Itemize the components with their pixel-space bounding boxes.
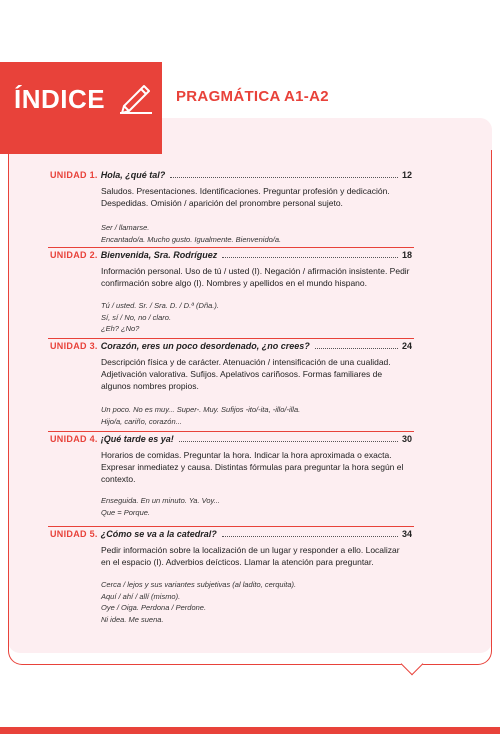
unit-examples — [101, 404, 411, 427]
unit-examples — [101, 495, 411, 518]
unit-separator — [48, 526, 414, 527]
unit-title: ¿Cómo se va a la catedral? — [100, 529, 217, 539]
dot-leader — [315, 347, 398, 349]
example-line: Un poco. No es muy... Super-. Muy. Sufijos -ito/-ita, -illo/-illa. — [101, 405, 301, 414]
dot-leader — [222, 256, 398, 258]
example-line: Sí, sí / No, no / claro. — [101, 312, 172, 322]
unit-description: Descripción física y de carácter. Atenuación / intensificación de una cualidad. Adjetivación valorativa. Sufijos. Apelativos cariñosos. Formas familiares de algunos nombres propios. — [101, 357, 391, 391]
unit-title: Corazón, eres un poco desordenado, ¿no crees? — [100, 341, 310, 351]
frame-notch — [401, 653, 424, 676]
page-subtitle: PRAGMÁTICA A1-A2 — [176, 88, 329, 105]
example-line: Ser / llamarse. — [101, 223, 150, 232]
unit-page-number: 34 — [401, 529, 412, 539]
unit-page-number: 30 — [401, 434, 412, 444]
unit-examples — [101, 222, 411, 245]
example-line: ¿Eh? ¿No? — [101, 324, 140, 333]
dot-leader — [179, 440, 398, 442]
unit-label: UNIDAD 3. — [50, 341, 98, 351]
unit-page-number: 12 — [401, 170, 412, 180]
example-line: Cerca / lejos y sus variantes subjetivas (al ladito, cerquita). — [101, 580, 297, 589]
unit-examples — [101, 300, 411, 335]
bottom-bar — [0, 727, 500, 734]
example-line: Aquí / ahí / allí (mismo). — [101, 591, 181, 601]
example-line: Hijo/a, cariño, corazón... — [101, 416, 182, 426]
unit-description: Saludos. Presentaciones. Identificaciones. Preguntar profesión y dedicación. Despedidas. Omisión / aparición del pronombre personal sujeto. — [101, 186, 390, 208]
unit-separator — [48, 338, 414, 339]
unit-page-number: 24 — [401, 341, 412, 351]
dot-leader — [222, 535, 398, 537]
example-line: Ni idea. Me suena. — [101, 614, 164, 624]
unit-description: Pedir información sobre la localización de un lugar y responder a ello. Localizar en el espacio (I). Adverbios deícticos. Llamar la atención para preguntar. — [101, 545, 400, 567]
unit-separator — [48, 247, 414, 248]
unit-description: Información personal. Uso de tú / usted (I). Negación / afirmación insistente. Pedir confirmación sobre algo (I). Nombres y apellidos en el mundo hispano. — [101, 266, 410, 288]
unit-title: Hola, ¿qué tal? — [100, 170, 166, 180]
unit-description: Horarios de comidas. Preguntar la hora. Indicar la hora aproximada o exacta. Expresar inmediatez y causa. Distintas fórmulas para preguntar la hora según el contexto. — [101, 450, 404, 484]
unit-examples — [101, 579, 411, 625]
pencil-icon — [116, 80, 154, 114]
unit-page-number: 18 — [401, 250, 412, 260]
example-line: Enseguida. En un minuto. Ya. Voy... — [101, 496, 220, 505]
unit-title: Bienvenida, Sra. Rodríguez — [100, 250, 218, 260]
page-title: ÍNDICE — [14, 84, 106, 114]
unit-label: UNIDAD 1. — [50, 170, 98, 180]
unit-label: UNIDAD 5. — [50, 529, 98, 539]
example-line: Oye / Oiga. Perdona / Perdone. — [101, 603, 207, 612]
unit-label: UNIDAD 2. — [50, 250, 98, 260]
unit-separator — [48, 431, 414, 432]
dot-leader — [170, 176, 398, 178]
example-line: Tú / usted. Sr. / Sra. D. / D.ª (Dña.). — [101, 301, 219, 310]
example-line: Encantado/a. Mucho gusto. Igualmente. Bienvenido/a. — [101, 234, 282, 244]
unit-label: UNIDAD 4. — [50, 434, 98, 444]
unit-title: ¡Qué tarde es ya! — [100, 434, 174, 444]
example-line: Que = Porque. — [101, 507, 150, 517]
